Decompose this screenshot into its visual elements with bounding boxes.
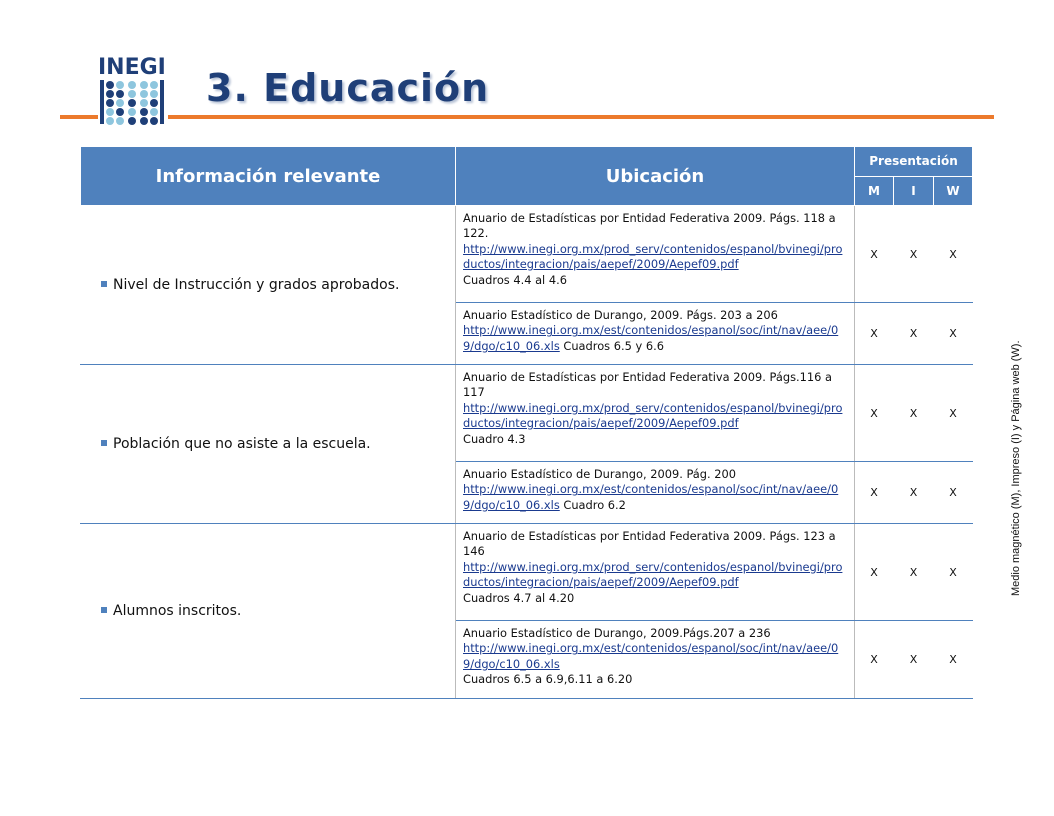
mark-w: X [934,524,973,621]
header-col-w: W [934,176,973,206]
source-title: Anuario de Estadísticas por Entidad Federativa 2009. Págs.116 a 117 [463,370,832,400]
source-title: Anuario de Estadísticas por Entidad Federativa 2009. Págs. 123 a 146 [463,529,836,559]
info-label: Alumnos inscritos. [113,603,242,619]
source-link[interactable]: http://www.inegi.org.mx/prod_serv/contenidos/espanol/bvinegi/productos/integracion/pais/aepef/2009/Aepef09.pdf [463,400,843,431]
presentation-legend: Medio magnético (M), Impreso (I) y Página web (W). [1010,340,1022,596]
source-tables: Cuadro 4.3 [463,431,526,446]
source-tables: Cuadro 6.2 [559,497,626,512]
source-title: Anuario de Estadísticas por Entidad Federativa 2009. Págs. 118 a 122. [463,211,836,241]
header-col-m: M [855,176,894,206]
info-cell [81,524,456,699]
info-label: Nivel de Instrucción y grados aprobados. [113,277,400,293]
info-label: Población que no asiste a la escuela. [113,436,371,452]
location-cell [456,462,855,524]
title-rule-right [168,115,994,119]
bullet-icon [101,281,107,287]
mark-i: X [894,206,934,303]
source-link[interactable]: http://www.inegi.org.mx/est/contenidos/espanol/soc/int/nav/aee/09/dgo/c10_06.xls [463,323,839,353]
mark-m: X [855,462,894,524]
location-cell [456,303,855,365]
source-tables: Cuadros 6.5 y 6.6 [559,338,664,353]
source-title: Anuario Estadístico de Durango, 2009. Págs. 203 a 206 [463,308,778,322]
mark-w: X [934,621,973,699]
source-link[interactable]: http://www.inegi.org.mx/prod_serv/contenidos/espanol/bvinegi/productos/integracion/pais/aepef/2009/Aepef09.pdf [463,241,843,272]
mark-m: X [855,621,894,699]
mark-w: X [934,462,973,524]
mark-w: X [934,206,973,303]
source-title: Anuario Estadístico de Durango, 2009. Pág. 200 [463,467,736,481]
table-row [81,524,973,621]
source-link[interactable]: http://www.inegi.org.mx/est/contenidos/espanol/soc/int/nav/aee/09/dgo/c10_06.xls [463,482,839,512]
mark-i: X [894,303,934,365]
page-title: 3. Educación [206,66,490,110]
table-row [81,206,973,303]
bullet-icon [101,440,107,446]
header-info: Información relevante [81,147,456,206]
mark-w: X [934,365,973,462]
info-cell [81,206,456,365]
mark-i: X [894,462,934,524]
mark-w: X [934,303,973,365]
logo-text: INEGI [98,55,166,80]
education-table [80,146,973,699]
inegi-logo [96,50,168,128]
source-tables: Cuadros 4.4 al 4.6 [463,272,567,287]
mark-m: X [855,303,894,365]
mark-i: X [894,365,934,462]
header-col-i: I [894,176,934,206]
source-tables: Cuadros 6.5 a 6.9,6.11 a 6.20 [463,672,633,687]
source-link[interactable]: http://www.inegi.org.mx/prod_serv/contenidos/espanol/bvinegi/productos/integracion/pais/aepef/2009/Aepef09.pdf [463,559,843,590]
mark-m: X [855,365,894,462]
title-rule-left [60,115,98,119]
header-location: Ubicación [456,147,855,206]
location-cell [456,621,855,699]
location-cell [456,524,855,621]
source-title: Anuario Estadístico de Durango, 2009.Págs.207 a 236 [463,626,771,640]
mark-i: X [894,524,934,621]
bullet-icon [101,607,107,613]
table-row [81,365,973,462]
location-cell [456,206,855,303]
mark-i: X [894,621,934,699]
mark-m: X [855,206,894,303]
header-presentation: Presentación [855,147,973,177]
source-tables: Cuadros 4.7 al 4.20 [463,590,575,605]
mark-m: X [855,524,894,621]
source-link[interactable]: http://www.inegi.org.mx/est/contenidos/espanol/soc/int/nav/aee/09/dgo/c10_06.xls [463,641,839,671]
info-cell [81,365,456,524]
location-cell [456,365,855,462]
